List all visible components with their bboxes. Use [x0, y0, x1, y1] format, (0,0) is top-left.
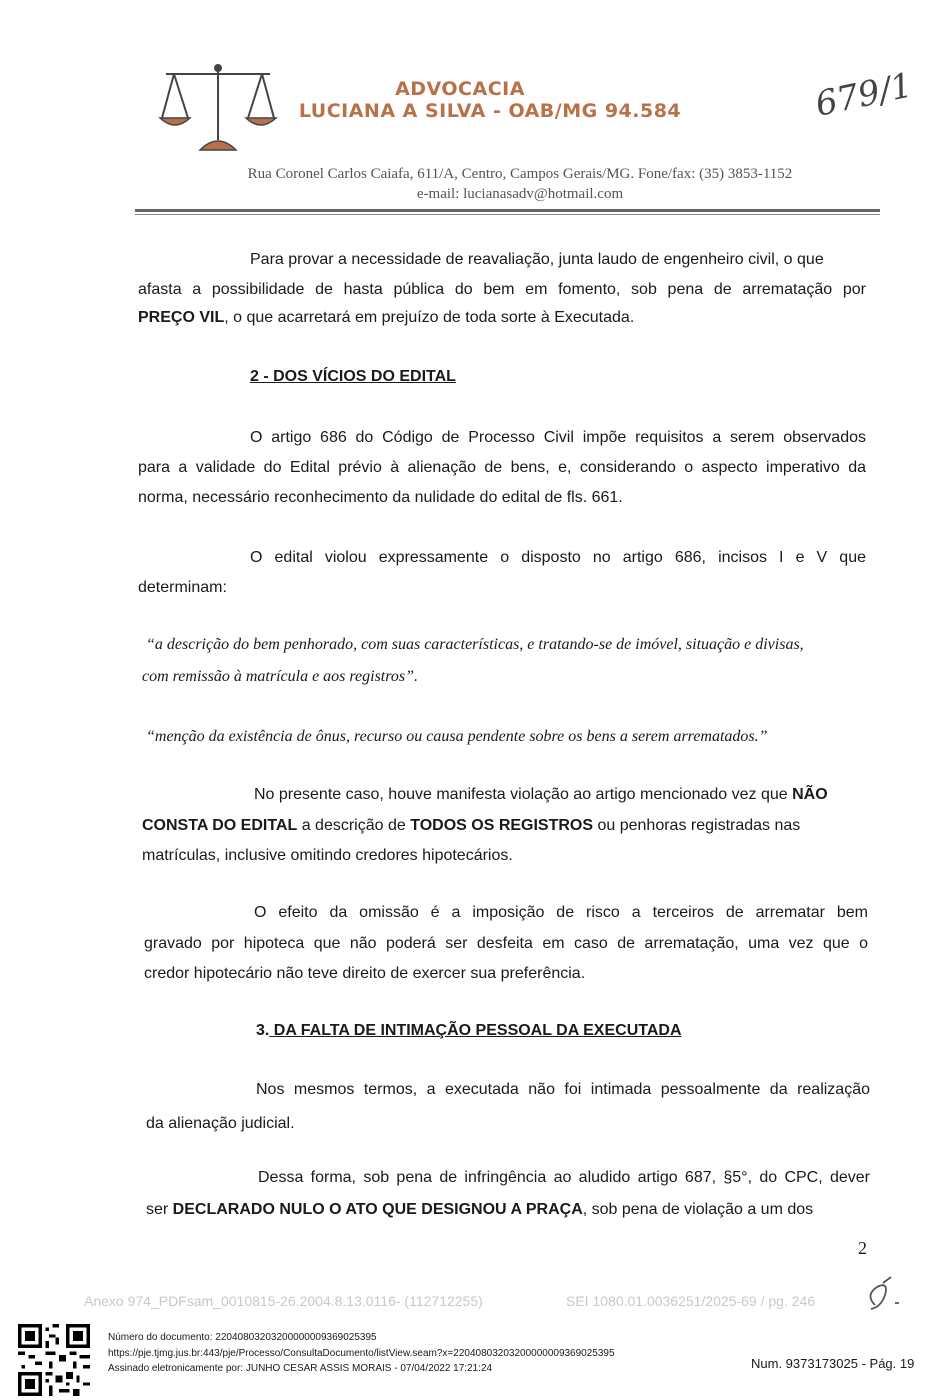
- paragraph-line: para a validade do Edital prévio à alienação de bens, e, considerando o aspecto imperativo da: [138, 459, 866, 476]
- section-heading: 2 - DOS VÍCIOS DO EDITAL: [250, 368, 456, 385]
- paragraph-line: Nos mesmos termos, a executada não foi intimada pessoalmente da realização: [256, 1081, 870, 1098]
- firm-name: LUCIANA A SILVA - OAB/MG 94.584: [298, 100, 682, 122]
- header-divider-thin: [135, 214, 880, 215]
- electronic-signature: Assinado eletronicamente por: JUNHO CESAR ASSIS MORAIS - 07/04/2022 17:21:24: [108, 1363, 493, 1374]
- num-page-indicator: Num. 9373173025 - Pág. 19: [751, 1356, 915, 1371]
- firm-title: ADVOCACIA: [395, 78, 525, 100]
- paragraph-line: CONSTA DO EDITAL a descrição de TODOS OS REGISTROS ou penhoras registradas nas: [142, 817, 801, 834]
- paragraph-line: da alienação judicial.: [146, 1115, 295, 1132]
- paragraph-line: Dessa forma, sob pena de infringência ao aludido artigo 687, §5°, do CPC, dever: [258, 1169, 870, 1186]
- document-url[interactable]: https://pje.tjmg.jus.br:443/pje/Processo/ConsultaDocumento/listView.seam?x=22040803203200000009369025395: [108, 1348, 615, 1359]
- legal-quote: com remissão à matrícula e aos registros”.: [142, 668, 418, 685]
- document-number: Número do documento: 22040803203200000009369025395: [108, 1332, 377, 1343]
- paragraph-line: O artigo 686 do Código de Processo Civil impõe requisitos a serem observados: [250, 429, 866, 446]
- address-line: Rua Coronel Carlos Caiafa, 611/A, Centro, Campos Gerais/MG. Fone/fax: (35) 3853-1152: [247, 166, 793, 182]
- qr-code: [18, 1324, 90, 1396]
- page-number: 2: [858, 1238, 867, 1258]
- paragraph-line: Para provar a necessidade de reavaliação, junta laudo de engenheiro civil, o que: [250, 251, 824, 268]
- header-divider: [135, 209, 880, 212]
- paragraph-line: norma, necessário reconhecimento da nulidade do edital de fls. 661.: [138, 489, 623, 506]
- paragraph-line: matrículas, inclusive omitindo credores hipotecários.: [142, 847, 513, 864]
- paragraph-line: O edital violou expressamente o disposto no artigo 686, incisos I e V que: [250, 549, 866, 566]
- paragraph-line: PREÇO VIL, o que acarretará em prejuízo de toda sorte à Executada.: [138, 309, 635, 326]
- paragraph-line: ser DECLARADO NULO O ATO QUE DESIGNOU A PRAÇA, sob pena de violação a um dos: [146, 1201, 814, 1218]
- paragraph-line: No presente caso, houve manifesta violação ao artigo mencionado vez que NÃO: [254, 786, 828, 803]
- paragraph-line: credor hipotecário não teve direito de exercer sua preferência.: [144, 965, 586, 982]
- handwritten-folio: 679/1: [811, 65, 917, 125]
- paragraph-line: afasta a possibilidade de hasta pública do bem em fomento, sob pena de arrematação por: [138, 281, 866, 298]
- legal-quote: “a descrição do bem penhorado, com suas características, e tratando-se de imóvel, situação e divisas,: [146, 636, 804, 653]
- paragraph-line: gravado por hipoteca que não poderá ser desfeita em caso de arrematação, uma vez que o: [144, 935, 868, 952]
- sei-watermark: SEI 1080.01.0036251/2025-69 / pg. 246: [566, 1293, 816, 1309]
- email-line: e-mail: lucianasadv@hotmail.com: [416, 186, 624, 202]
- handwritten-initials: [855, 1275, 915, 1315]
- annex-watermark: Anexo 974_PDFsam_0010815-26.2004.8.13.0116- (112712255): [84, 1293, 483, 1309]
- paragraph-line: O efeito da omissão é a imposição de risco a terceiros de arrematar bem: [254, 904, 868, 921]
- paragraph-line: determinam:: [138, 579, 227, 596]
- section-heading: 3. DA FALTA DE INTIMAÇÃO PESSOAL DA EXECUTADA: [256, 1022, 682, 1039]
- legal-quote: “menção da existência de ônus, recurso ou causa pendente sobre os bens a serem arrematados.”: [146, 728, 768, 745]
